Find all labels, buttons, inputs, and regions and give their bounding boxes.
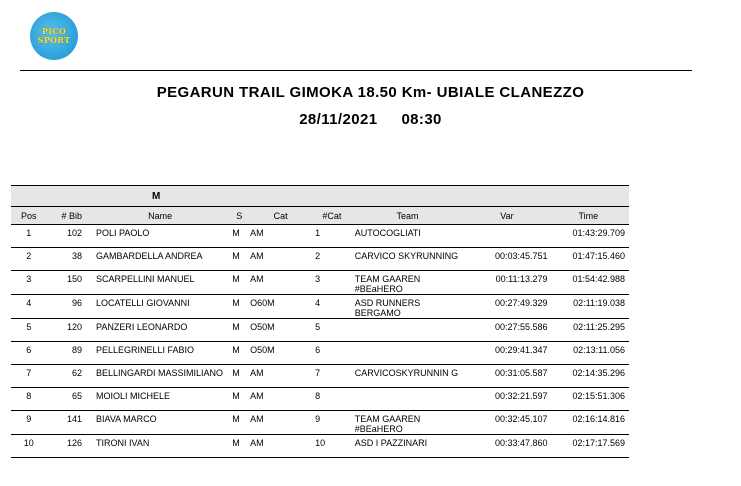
cell-name: POLI PAOLO <box>88 225 232 248</box>
cell-ncat: 9 <box>315 411 349 435</box>
table-row <box>11 271 629 295</box>
cell-time: 02:13:11.056 <box>548 342 629 365</box>
cell-var: 00:32:21.597 <box>466 388 547 411</box>
cell-pos: 4 <box>11 295 47 319</box>
cell-time: 02:14:35.296 <box>548 365 629 388</box>
cell-pos: 8 <box>11 388 47 411</box>
cell-team: CARVICO SKYRUNNING <box>349 248 467 271</box>
cell-cat: AM <box>246 365 315 388</box>
cell-bib: 120 <box>47 319 88 342</box>
cell-cat: AM <box>246 411 315 435</box>
cell-pos: 2 <box>11 248 47 271</box>
cell-time: 01:43:29.709 <box>548 225 629 248</box>
cell-team <box>349 342 467 365</box>
cell-pos: 10 <box>11 435 47 458</box>
cell-sex: M <box>232 248 246 271</box>
col-name-header: Name <box>88 207 232 225</box>
cell-sex: M <box>232 295 246 319</box>
cell-sex: M <box>232 411 246 435</box>
cell-cat: O50M <box>246 319 315 342</box>
cell-name: MOIOLI MICHELE <box>88 388 232 411</box>
cell-bib: 89 <box>47 342 88 365</box>
race-date: 28/11/2021 <box>299 111 378 128</box>
cell-name: LOCATELLI GIOVANNI <box>88 295 232 319</box>
cell-sex: M <box>232 225 246 248</box>
table-row <box>11 411 629 435</box>
col-time-header: Time <box>548 207 629 225</box>
cell-ncat: 1 <box>315 225 349 248</box>
header-rule <box>20 70 692 71</box>
cell-ncat: 2 <box>315 248 349 271</box>
race-time: 08:30 <box>401 111 442 128</box>
cell-var: 00:29:41.347 <box>466 342 547 365</box>
cell-sex: M <box>232 388 246 411</box>
cell-pos: 7 <box>11 365 47 388</box>
cell-team <box>349 388 467 411</box>
cell-team: AUTOCOGLIATI <box>349 225 467 248</box>
col-cat-header: Cat <box>246 207 315 225</box>
cell-sex: M <box>232 342 246 365</box>
table-row <box>11 319 629 342</box>
cell-var <box>466 225 547 248</box>
cell-var: 00:32:45.107 <box>466 411 547 435</box>
header-row <box>11 207 629 225</box>
cell-bib: 65 <box>47 388 88 411</box>
cell-name: BIAVA MARCO <box>88 411 232 435</box>
cell-team: ASD RUNNERS BERGAMO <box>349 295 467 319</box>
cell-name: PELLEGRINELLI FABIO <box>88 342 232 365</box>
pico-sport-logo <box>30 12 78 60</box>
cell-ncat: 8 <box>315 388 349 411</box>
col-ncat-header: #Cat <box>315 207 349 225</box>
cell-name: BELLINGARDI MASSIMILIANO <box>88 365 232 388</box>
table-row <box>11 435 629 458</box>
cell-ncat: 4 <box>315 295 349 319</box>
cell-cat: O60M <box>246 295 315 319</box>
table-row <box>11 342 629 365</box>
cell-bib: 150 <box>47 271 88 295</box>
table-row <box>11 248 629 271</box>
cell-bib: 141 <box>47 411 88 435</box>
cell-sex: M <box>232 271 246 295</box>
cell-time: 01:54:42.988 <box>548 271 629 295</box>
cell-team: ASD I PAZZINARI <box>349 435 467 458</box>
cell-time: 02:15:51.306 <box>548 388 629 411</box>
cell-name: SCARPELLINI MANUEL <box>88 271 232 295</box>
cell-var: 00:27:49.329 <box>466 295 547 319</box>
race-datetime <box>0 111 741 128</box>
cell-cat: AM <box>246 271 315 295</box>
table-row <box>11 365 629 388</box>
table-row <box>11 225 629 248</box>
col-team-header: Team <box>349 207 467 225</box>
cell-time: 02:16:14.816 <box>548 411 629 435</box>
cell-cat: AM <box>246 225 315 248</box>
col-sex-header: S <box>232 207 246 225</box>
cell-time: 02:17:17.569 <box>548 435 629 458</box>
cell-name: GAMBARDELLA ANDREA <box>88 248 232 271</box>
cell-var: 00:27:55.586 <box>466 319 547 342</box>
cell-bib: 62 <box>47 365 88 388</box>
race-title: PEGARUN TRAIL GIMOKA 18.50 Km- UBIALE CLANEZZO <box>156 84 585 101</box>
cell-ncat: 3 <box>315 271 349 295</box>
cell-pos: 5 <box>11 319 47 342</box>
cell-bib: 38 <box>47 248 88 271</box>
cell-sex: M <box>232 435 246 458</box>
table-row <box>11 388 629 411</box>
cell-cat: AM <box>246 435 315 458</box>
cell-ncat: 5 <box>315 319 349 342</box>
cell-ncat: 6 <box>315 342 349 365</box>
cell-team: TEAM GAAREN #BEaHERO <box>349 271 467 295</box>
group-row <box>11 186 629 207</box>
table-row <box>11 295 629 319</box>
cell-time: 02:11:25.295 <box>548 319 629 342</box>
col-bib-header: # Bib <box>47 207 88 225</box>
cell-cat: AM <box>246 388 315 411</box>
logo-line-2: SPORT <box>37 35 71 45</box>
cell-pos: 9 <box>11 411 47 435</box>
cell-time: 02:11:19.038 <box>548 295 629 319</box>
cell-bib: 96 <box>47 295 88 319</box>
group-name: M <box>11 186 629 207</box>
results-table <box>11 185 629 458</box>
cell-time: 01:47:15.460 <box>548 248 629 271</box>
cell-team <box>349 319 467 342</box>
cell-bib: 102 <box>47 225 88 248</box>
col-var-header: Var <box>466 207 547 225</box>
cell-name: PANZERI LEONARDO <box>88 319 232 342</box>
cell-var: 00:03:45.751 <box>466 248 547 271</box>
cell-ncat: 7 <box>315 365 349 388</box>
cell-name: TIRONI IVAN <box>88 435 232 458</box>
cell-sex: M <box>232 365 246 388</box>
cell-team: CARVICOSKYRUNNIN G <box>349 365 467 388</box>
cell-bib: 126 <box>47 435 88 458</box>
cell-cat: AM <box>246 248 315 271</box>
col-pos-header: Pos <box>11 207 47 225</box>
cell-cat: O50M <box>246 342 315 365</box>
cell-var: 00:31:05.587 <box>466 365 547 388</box>
cell-sex: M <box>232 319 246 342</box>
cell-team: TEAM GAAREN #BEaHERO <box>349 411 467 435</box>
cell-var: 00:11:13.279 <box>466 271 547 295</box>
cell-pos: 3 <box>11 271 47 295</box>
cell-var: 00:33:47.860 <box>466 435 547 458</box>
cell-pos: 1 <box>11 225 47 248</box>
cell-pos: 6 <box>11 342 47 365</box>
cell-ncat: 10 <box>315 435 349 458</box>
logo-line-1: PICO <box>41 26 67 36</box>
